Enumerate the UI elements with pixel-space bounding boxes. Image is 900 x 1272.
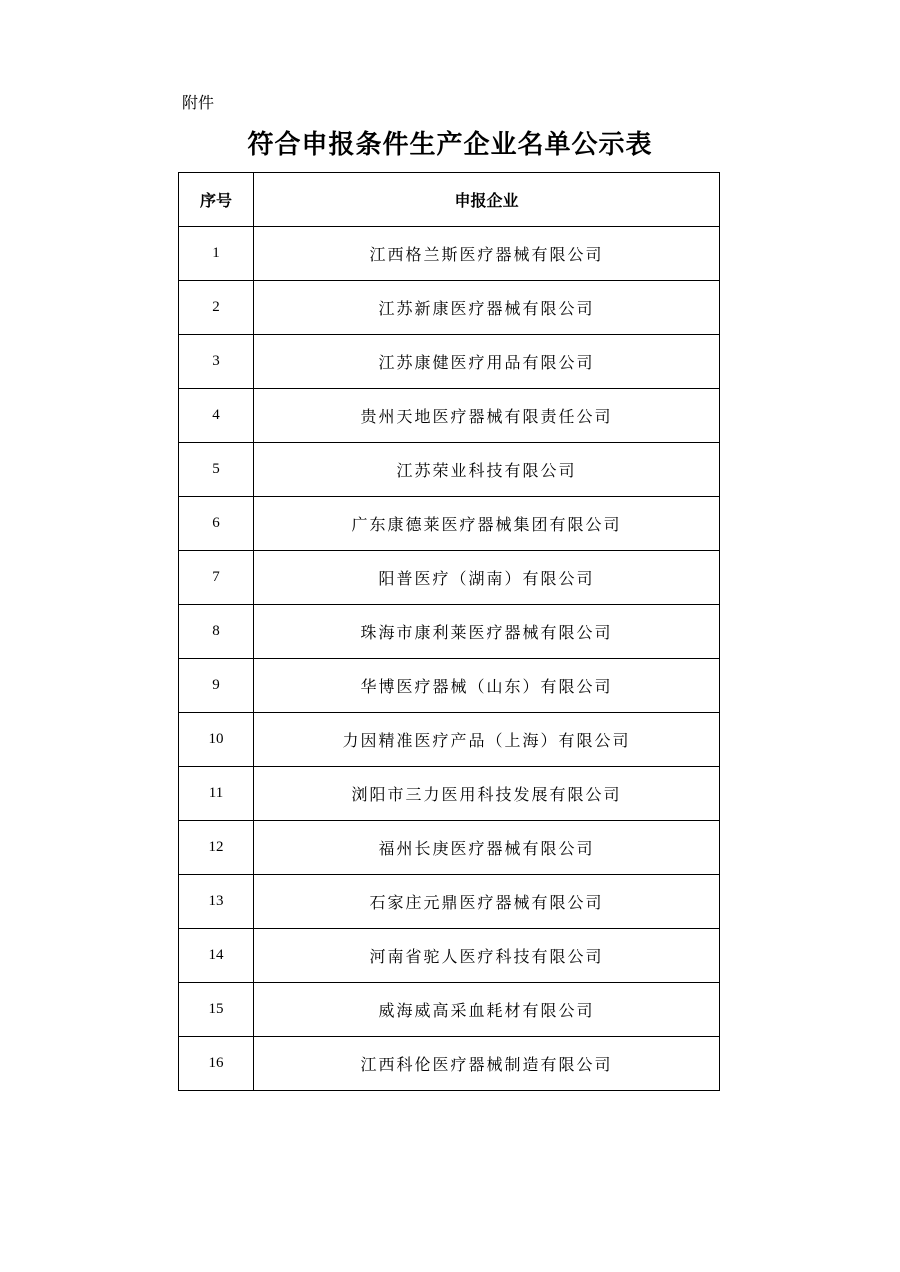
row-company: 江苏荣业科技有限公司 bbox=[254, 443, 720, 497]
table-row bbox=[179, 929, 720, 983]
row-index: 7 bbox=[179, 551, 254, 605]
row-index: 11 bbox=[179, 767, 254, 821]
table-row bbox=[179, 335, 720, 389]
row-company: 浏阳市三力医用科技发展有限公司 bbox=[254, 767, 720, 821]
table-row bbox=[179, 713, 720, 767]
row-company: 江西科伦医疗器械制造有限公司 bbox=[254, 1037, 720, 1091]
table-row bbox=[179, 227, 720, 281]
row-company: 力因精准医疗产品（上海）有限公司 bbox=[254, 713, 720, 767]
table-row bbox=[179, 605, 720, 659]
header-index: 序号 bbox=[179, 173, 254, 227]
row-company: 广东康德莱医疗器械集团有限公司 bbox=[254, 497, 720, 551]
row-company: 江苏康健医疗用品有限公司 bbox=[254, 335, 720, 389]
document-title: 符合申报条件生产企业名单公示表 bbox=[247, 130, 653, 160]
table-row bbox=[179, 983, 720, 1037]
row-company: 威海威高采血耗材有限公司 bbox=[254, 983, 720, 1037]
row-index: 15 bbox=[179, 983, 254, 1037]
row-index: 5 bbox=[179, 443, 254, 497]
row-index: 9 bbox=[179, 659, 254, 713]
row-company: 河南省驼人医疗科技有限公司 bbox=[254, 929, 720, 983]
row-company: 石家庄元鼎医疗器械有限公司 bbox=[254, 875, 720, 929]
table-body bbox=[179, 227, 720, 1091]
table-row bbox=[179, 875, 720, 929]
row-index: 3 bbox=[179, 335, 254, 389]
row-index: 1 bbox=[179, 227, 254, 281]
row-index: 12 bbox=[179, 821, 254, 875]
row-index: 4 bbox=[179, 389, 254, 443]
row-company: 阳普医疗（湖南）有限公司 bbox=[254, 551, 720, 605]
table-row bbox=[179, 1037, 720, 1091]
row-index: 10 bbox=[179, 713, 254, 767]
row-index: 2 bbox=[179, 281, 254, 335]
attachment-label: 附件 bbox=[182, 93, 215, 112]
row-index: 13 bbox=[179, 875, 254, 929]
row-company: 珠海市康利莱医疗器械有限公司 bbox=[254, 605, 720, 659]
table-row bbox=[179, 659, 720, 713]
table-row bbox=[179, 551, 720, 605]
table-row bbox=[179, 281, 720, 335]
table-row bbox=[179, 389, 720, 443]
table-header-row bbox=[179, 173, 720, 227]
row-company: 福州长庚医疗器械有限公司 bbox=[254, 821, 720, 875]
table-row bbox=[179, 767, 720, 821]
header-company: 申报企业 bbox=[254, 173, 720, 227]
table-row bbox=[179, 443, 720, 497]
row-index: 8 bbox=[179, 605, 254, 659]
row-index: 16 bbox=[179, 1037, 254, 1091]
row-company: 贵州天地医疗器械有限责任公司 bbox=[254, 389, 720, 443]
row-company: 江苏新康医疗器械有限公司 bbox=[254, 281, 720, 335]
row-index: 14 bbox=[179, 929, 254, 983]
row-company: 华博医疗器械（山东）有限公司 bbox=[254, 659, 720, 713]
row-company: 江西格兰斯医疗器械有限公司 bbox=[254, 227, 720, 281]
row-index: 6 bbox=[179, 497, 254, 551]
table-row bbox=[179, 821, 720, 875]
company-list-table bbox=[178, 172, 720, 1091]
table-row bbox=[179, 497, 720, 551]
